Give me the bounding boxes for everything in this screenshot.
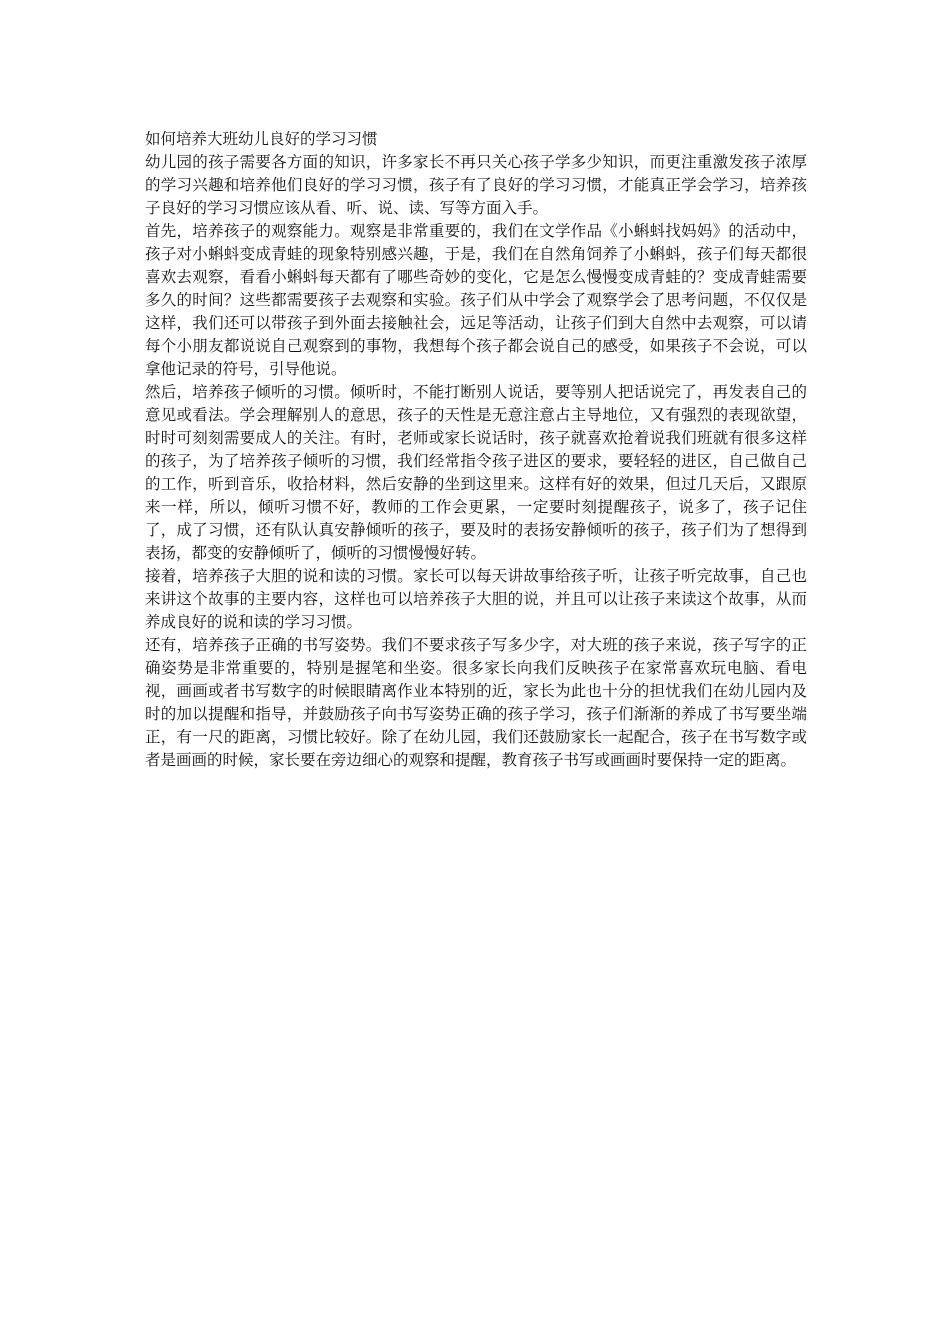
paragraph-speaking-reading: 接着，培养孩子大胆的说和读的习惯。家长可以每天讲故事给孩子听，让孩子听完故事，自己也来讲这个故事的主要内容，这样也可以培养孩子大胆的说，并且可以让孩子来读这个故事，从而养成良好的说和读的学习习惯。 (145, 567, 807, 631)
paragraph-intro: 幼儿园的孩子需要各方面的知识，许多家长不再只关心孩子学多少知识，而更注重激发孩子浓厚的学习兴趣和培养他们良好的学习习惯，孩子有了良好的学习习惯，才能真正学会学习，培养孩子良好的学习习惯应该从看、听、说、读、写等方面入手。 (145, 153, 807, 217)
document-body (145, 128, 807, 772)
paragraph-writing-posture: 还有，培养孩子正确的书写姿势。我们不要求孩子写多少字，对大班的孩子来说，孩子写字的正确姿势是非常重要的，特别是握笔和坐姿。很多家长向我们反映孩子在家常喜欢玩电脑、看电视，画画或者书写数字的时候眼睛离作业本特别的近，家长为此也十分的担忧我们在幼儿园内及时的加以提醒和指导，并鼓励孩子向书写姿势正确的孩子学习，孩子们渐渐的养成了书写要坐端正，有一尺的距离，习惯比较好。除了在幼儿园，我们还鼓励家长一起配合，孩子在书写数字或者是画画的时候，家长要在旁边细心的观察和提醒，教育孩子书写或画画时要保持一定的距离。 (145, 636, 807, 769)
paragraph-listening: 然后，培养孩子倾听的习惯。倾听时，不能打断别人说话，要等别人把话说完了，再发表自己的意见或看法。学会理解别人的意思，孩子的天性是无意注意占主导地位，又有强烈的表现欲望，时时可刻刻需要成人的关注。有时，老师或家长说话时，孩子就喜欢抢着说我们班就有很多这样的孩子，为了培养孩子倾听的习惯，我们经常指令孩子进区的要求，要轻轻的进区，自己做自己的工作，听到音乐，收拾材料，然后安静的坐到这里来。这样有好的效果，但过几天后，又跟原来一样，所以，倾听习惯不好，教师的工作会更累，一定要时刻提醒孩子，说多了，孩子记住了，成了习惯，还有队认真安静倾听的孩子，要及时的表扬安静倾听的孩子，孩子们为了想得到表扬，都变的安静倾听了，倾听的习惯慢慢好转。 (145, 383, 807, 562)
paragraph-observation: 首先，培养孩子的观察能力。观察是非常重要的，我们在文学作品《小蝌蚪找妈妈》的活动中，孩子对小蝌蚪变成青蛙的现象特别感兴趣，于是，我们在自然角饲养了小蝌蚪，孩子们每天都很喜欢去观察，看看小蝌蚪每天都有了哪些奇妙的变化，它是怎么慢慢变成青蛙的？变成青蛙需要多久的时间？这些都需要孩子去观察和实验。孩子们从中学会了观察学会了思考问题，不仅仅是这样，我们还可以带孩子到外面去接触社会，远足等活动，让孩子们到大自然中去观察，可以请每个小朋友都说说自己观察到的事物，我想每个孩子都会说自己的感受，如果孩子不会说，可以拿他记录的符号，引导他说。 (145, 222, 807, 378)
document-title: 如何培养大班幼儿良好的学习习惯 (145, 130, 378, 148)
